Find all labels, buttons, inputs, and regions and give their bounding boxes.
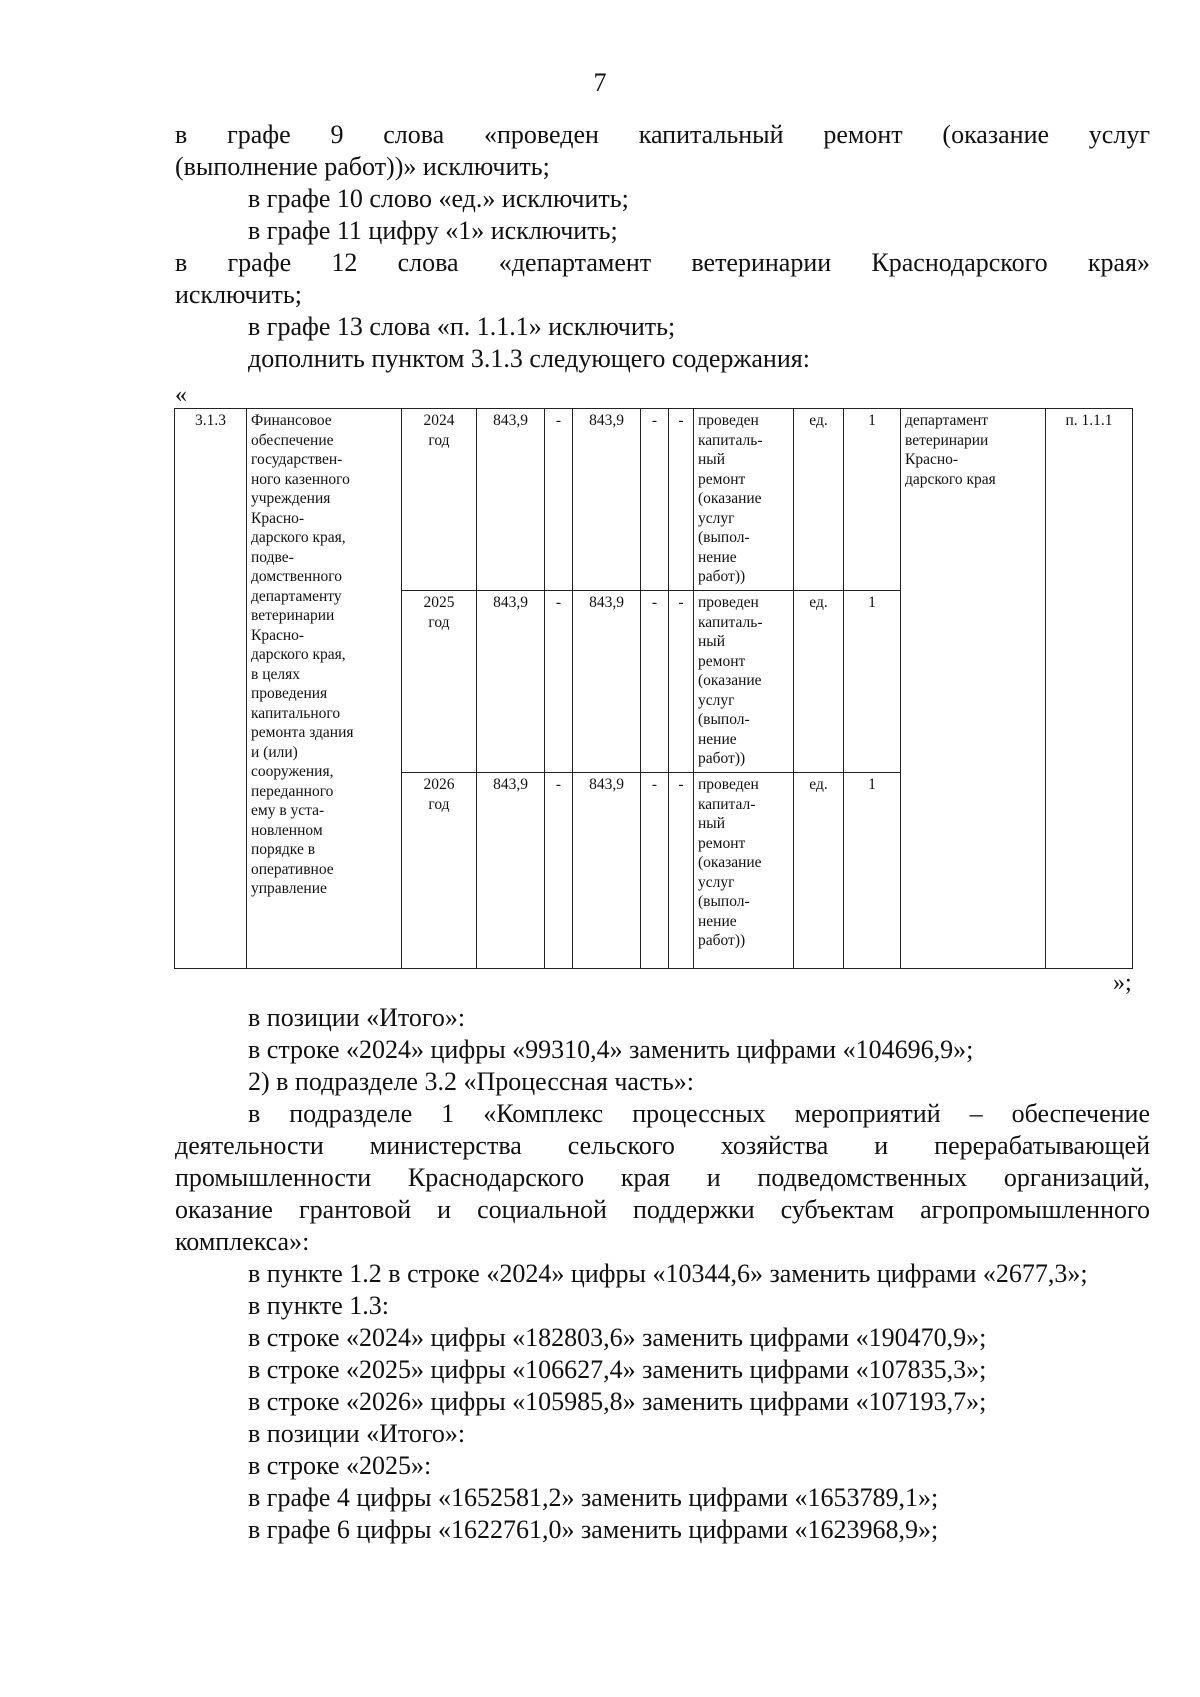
paragraph-line: в графе 13 слова «п. 1.1.1» исключить;	[248, 312, 676, 341]
amount-cell: 843,9	[573, 409, 641, 591]
paragraph-line: в позиции «Итого»:	[248, 1419, 466, 1448]
paragraph-line: в строке «2024» цифры «99310,4» заменить цифрами «104696,9»;	[248, 1035, 974, 1064]
paragraph-line: в графе 6 цифры «1622761,0» заменить цифрами «1623968,9»;	[248, 1515, 939, 1544]
paragraph-line: в графе 11 цифру «1» исключить;	[248, 216, 618, 245]
paragraph-line: в позиции «Итого»:	[248, 1003, 466, 1032]
amount-cell: 843,9	[573, 591, 641, 773]
paragraph-line: деятельности министерства сельского хозяйства и перерабатывающей	[175, 1131, 1150, 1160]
quote-close: »;	[1113, 970, 1132, 996]
paragraph-line: в строке «2025»:	[248, 1451, 432, 1480]
paragraph-line: в графе 12 слова «департамент ветеринарии Краснодарского края»	[175, 248, 1150, 277]
value-cell: 1	[844, 591, 901, 773]
paragraph-line: в строке «2024» цифры «182803,6» заменить цифрами «190470,9»;	[248, 1323, 987, 1352]
year-cell: 2025 год	[402, 591, 477, 773]
dash-cell: -	[669, 773, 694, 969]
paragraph-line: в графе 4 цифры «1652581,2» заменить цифрами «1653789,1»;	[248, 1483, 939, 1512]
paragraph-line: в подразделе 1 «Комплекс процессных мероприятий – обеспечение	[248, 1099, 1150, 1128]
dash-cell: -	[641, 773, 669, 969]
table-row	[175, 409, 1133, 591]
result-cell: проведен капиталь- ный ремонт (оказание услуг (выпол- нение работ))	[694, 591, 794, 773]
dash-cell: -	[669, 409, 694, 591]
paragraph-line: комплекса»:	[175, 1227, 310, 1256]
paragraph-line: в пункте 1.2 в строке «2024» цифры «10344,6» заменить цифрами «2677,3»;	[248, 1259, 1088, 1288]
paragraph-line: в пункте 1.3:	[248, 1291, 390, 1320]
item-number: 3.1.3	[175, 409, 247, 969]
paragraph-line: в строке «2026» цифры «105985,8» заменить цифрами «107193,7»;	[248, 1387, 987, 1416]
reference-cell: п. 1.1.1	[1046, 409, 1133, 969]
dash-cell: -	[545, 773, 573, 969]
value-cell: 1	[844, 773, 901, 969]
amount-cell: 843,9	[573, 773, 641, 969]
quote-open: «	[175, 382, 187, 408]
dash-cell: -	[641, 591, 669, 773]
total-cell: 843,9	[477, 409, 545, 591]
paragraph-line: в строке «2025» цифры «106627,4» заменить цифрами «107835,3»;	[248, 1355, 987, 1384]
paragraph-line: (выполнение работ))» исключить;	[175, 152, 550, 181]
unit-cell: ед.	[794, 409, 844, 591]
paragraph-line: дополнить пунктом 3.1.3 следующего содержания:	[248, 344, 810, 373]
result-cell: проведен капитал- ный ремонт (оказание услуг (выпол- нение работ))	[694, 773, 794, 969]
paragraph-line: 2) в подразделе 3.2 «Процессная часть»:	[248, 1067, 694, 1096]
dash-cell: -	[545, 591, 573, 773]
dash-cell: -	[669, 591, 694, 773]
unit-cell: ед.	[794, 591, 844, 773]
unit-cell: ед.	[794, 773, 844, 969]
value-cell: 1	[844, 409, 901, 591]
page-number: 7	[593, 68, 607, 97]
inserted-table	[174, 408, 1133, 969]
paragraph-line: в графе 9 слова «проведен капитальный ремонт (оказание услуг	[175, 120, 1150, 149]
total-cell: 843,9	[477, 773, 545, 969]
result-cell: проведен капиталь- ный ремонт (оказание услуг (выпол- нение работ))	[694, 409, 794, 591]
responsible-cell: департамент ветеринарии Красно- дарского края	[901, 409, 1046, 969]
total-cell: 843,9	[477, 591, 545, 773]
measure-name: Финансовое обеспечение государствен- ного казенного учреждения Красно- дарского края, подве- домственного департаменту ветеринарии Красно- дарского края, в целях проведения капитального ремонта здания и (или) сооружения, переданного ему в уста- новленном порядке в оперативное управление	[247, 409, 402, 969]
paragraph-line: в графе 10 слово «ед.» исключить;	[248, 184, 629, 213]
year-cell: 2026 год	[402, 773, 477, 969]
paragraph-line: исключить;	[175, 280, 302, 309]
dash-cell: -	[641, 409, 669, 591]
paragraph-line: оказание грантовой и социальной поддержки субъектам агропромышленного	[175, 1195, 1150, 1224]
dash-cell: -	[545, 409, 573, 591]
paragraph-line: промышленности Краснодарского края и подведомственных организаций,	[175, 1163, 1150, 1192]
year-cell: 2024 год	[402, 409, 477, 591]
